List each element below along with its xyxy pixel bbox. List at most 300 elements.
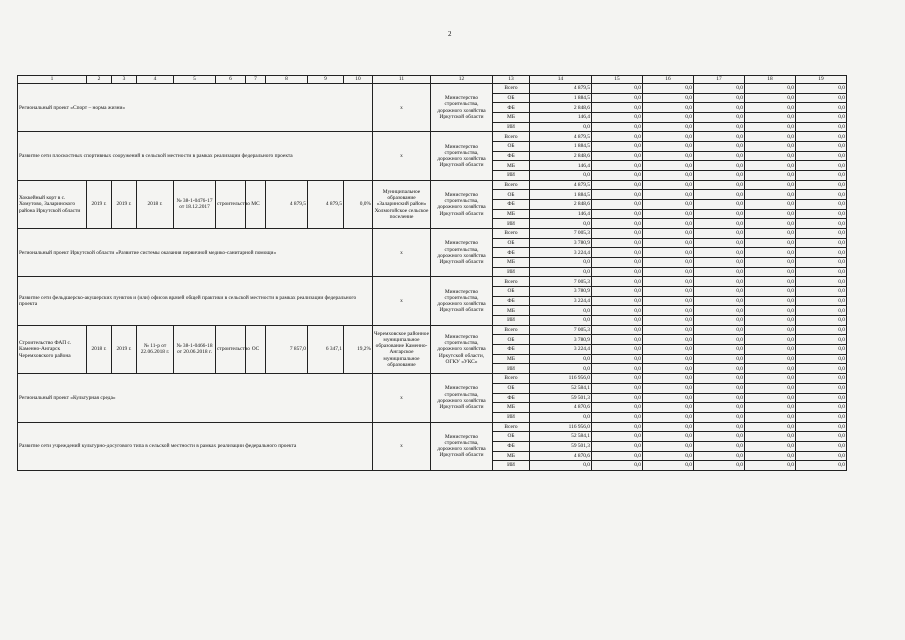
amount-cell: 0,0: [592, 122, 643, 132]
amount-cell: 0,0: [796, 180, 847, 190]
amount-cell: 0,0: [796, 287, 847, 297]
amount-cell: 0,0: [796, 277, 847, 287]
amount-cell: 0,0: [643, 287, 694, 297]
amount-cell: 2 848,6: [530, 151, 592, 161]
amount-cell: 146,4: [530, 161, 592, 171]
amount-cell: 0,0: [643, 209, 694, 219]
responsible-ministry: Министерство строительства, дорожного хозяйства Иркутской области: [431, 229, 493, 277]
amount-cell: 0,0: [745, 180, 796, 190]
funding-source: ОБ: [493, 383, 530, 393]
object-c7: ОС: [246, 325, 266, 373]
amount-cell: 0,0: [643, 451, 694, 461]
amount-cell: 0,0: [745, 258, 796, 268]
amount-cell: 0,0: [592, 335, 643, 345]
object-c5: № 38-1-0466-18 от 20.06.2018 г.: [174, 325, 216, 373]
amount-cell: 0,0: [745, 277, 796, 287]
funding-source: Всего: [493, 277, 530, 287]
amount-cell: 0,0: [694, 258, 745, 268]
amount-cell: 0,0: [745, 393, 796, 403]
amount-cell: 0,0: [796, 461, 847, 471]
amount-cell: 0,0: [643, 441, 694, 451]
funding-source: ОБ: [493, 142, 530, 152]
amount-cell: 0,0: [592, 306, 643, 316]
amount-cell: 0,0: [796, 354, 847, 364]
amount-cell: 0,0: [796, 142, 847, 152]
object-c9: 4 879,5: [308, 180, 344, 228]
amount-cell: 0,0: [592, 113, 643, 123]
amount-cell: 0,0: [592, 93, 643, 103]
amount-cell: 0,0: [592, 461, 643, 471]
x-mark: х: [373, 132, 431, 180]
column-number-16: 16: [643, 76, 694, 84]
column-number-14: 14: [530, 76, 592, 84]
object-name: Хоккейный корт в с. Хомутово, Заларинского района Иркутской области: [18, 180, 87, 228]
table-row: [18, 132, 847, 142]
amount-cell: 0,0: [643, 180, 694, 190]
amount-cell: 4 870,6: [530, 403, 592, 413]
amount-cell: 0,0: [796, 248, 847, 258]
amount-cell: 0,0: [592, 190, 643, 200]
amount-cell: 0,0: [592, 316, 643, 326]
amount-cell: 0,0: [745, 151, 796, 161]
amount-cell: 0,0: [592, 161, 643, 171]
amount-cell: 0,0: [745, 287, 796, 297]
table-row: [18, 180, 847, 190]
amount-cell: 0,0: [745, 296, 796, 306]
object-name: Строительство ФАП с. Каменно-Ангарск Черемховского района: [18, 325, 87, 373]
amount-cell: 4 879,5: [530, 84, 592, 94]
amount-cell: 52 584,1: [530, 432, 592, 442]
amount-cell: 0,0: [592, 132, 643, 142]
funding-source: МБ: [493, 209, 530, 219]
amount-cell: 0,0: [796, 374, 847, 384]
amount-cell: 0,0: [643, 393, 694, 403]
object-c3: 2019 г.: [112, 325, 137, 373]
amount-cell: 0,0: [796, 93, 847, 103]
amount-cell: 0,0: [592, 258, 643, 268]
amount-cell: 0,0: [694, 190, 745, 200]
amount-cell: 0,0: [643, 345, 694, 355]
amount-cell: 0,0: [745, 461, 796, 471]
amount-cell: 0,0: [643, 238, 694, 248]
amount-cell: 0,0: [694, 219, 745, 229]
amount-cell: 0,0: [643, 267, 694, 277]
funding-source: МБ: [493, 161, 530, 171]
amount-cell: 0,0: [643, 432, 694, 442]
amount-cell: 0,0: [643, 229, 694, 239]
object-c8: 4 879,5: [266, 180, 308, 228]
object-c9: 6 347,1: [308, 325, 344, 373]
amount-cell: 0,0: [694, 345, 745, 355]
amount-cell: 0,0: [796, 432, 847, 442]
amount-cell: 0,0: [592, 422, 643, 432]
funding-source: Всего: [493, 422, 530, 432]
object-c5: № 38-1-0476-17 от 18.12.2017: [174, 180, 216, 228]
column-number-12: 12: [431, 76, 493, 84]
amount-cell: 0,0: [745, 113, 796, 123]
amount-cell: 0,0: [694, 267, 745, 277]
funding-source: ОБ: [493, 238, 530, 248]
amount-cell: 0,0: [592, 151, 643, 161]
amount-cell: 3 224,4: [530, 296, 592, 306]
amount-cell: 0,0: [745, 209, 796, 219]
object-municipality: Черемховское районное муниципальное образование Каменно-Ангарское муниципальное образование: [373, 325, 431, 373]
amount-cell: 0,0: [530, 354, 592, 364]
funding-source: ИИ: [493, 364, 530, 374]
amount-cell: 0,0: [796, 84, 847, 94]
funding-source: МБ: [493, 451, 530, 461]
column-number-2: 2: [87, 76, 112, 84]
amount-cell: 3 780,9: [530, 335, 592, 345]
funding-source: Всего: [493, 229, 530, 239]
program-title: Региональный проект «Культурная среда»: [18, 374, 373, 422]
program-title: Развитие сети учреждений культурно-досугового типа в сельской местности в рамках реализации федерального проекта: [18, 422, 373, 470]
amount-cell: 0,0: [643, 412, 694, 422]
amount-cell: 0,0: [745, 84, 796, 94]
column-number-9: 9: [308, 76, 344, 84]
amount-cell: 116 956,0: [530, 422, 592, 432]
funding-source: ФБ: [493, 103, 530, 113]
amount-cell: 0,0: [643, 200, 694, 210]
amount-cell: 0,0: [796, 229, 847, 239]
amount-cell: 0,0: [694, 122, 745, 132]
column-number-4: 4: [137, 76, 174, 84]
amount-cell: 0,0: [643, 132, 694, 142]
amount-cell: 3 780,9: [530, 238, 592, 248]
funding-source: МБ: [493, 403, 530, 413]
object-c4: 2018 г.: [137, 180, 174, 228]
column-number-13: 13: [493, 76, 530, 84]
amount-cell: 0,0: [643, 461, 694, 471]
amount-cell: 0,0: [694, 316, 745, 326]
amount-cell: 0,0: [592, 325, 643, 335]
amount-cell: 2 848,6: [530, 200, 592, 210]
column-number-3: 3: [112, 76, 137, 84]
table-row: [18, 422, 847, 432]
funding-source: МБ: [493, 113, 530, 123]
funding-source: Всего: [493, 180, 530, 190]
object-c10: 19,2%: [344, 325, 373, 373]
column-number-1: 1: [18, 76, 87, 84]
responsible-ministry: Министерство строительства, дорожного хозяйства Иркутской области: [431, 180, 493, 228]
amount-cell: 0,0: [694, 412, 745, 422]
amount-cell: 0,0: [694, 393, 745, 403]
amount-cell: 0,0: [530, 412, 592, 422]
amount-cell: 0,0: [745, 422, 796, 432]
column-number-19: 19: [796, 76, 847, 84]
amount-cell: 0,0: [694, 103, 745, 113]
amount-cell: 0,0: [592, 142, 643, 152]
amount-cell: 146,4: [530, 113, 592, 123]
funding-source: ИИ: [493, 267, 530, 277]
amount-cell: 0,0: [592, 103, 643, 113]
amount-cell: 0,0: [745, 432, 796, 442]
amount-cell: 0,0: [694, 383, 745, 393]
amount-cell: 0,0: [592, 287, 643, 297]
object-c2: 2019 г.: [87, 180, 112, 228]
amount-cell: 52 584,1: [530, 383, 592, 393]
amount-cell: 0,0: [745, 200, 796, 210]
amount-cell: 0,0: [745, 316, 796, 326]
column-number-6: 6: [216, 76, 246, 84]
responsible-ministry: Министерство строительства, дорожного хозяйства Иркутской области: [431, 277, 493, 325]
amount-cell: 0,0: [796, 219, 847, 229]
amount-cell: 0,0: [796, 267, 847, 277]
amount-cell: 0,0: [745, 451, 796, 461]
column-number-7: 7: [246, 76, 266, 84]
responsible-ministry: Министерство строительства, дорожного хозяйства Иркутской области: [431, 84, 493, 132]
amount-cell: 0,0: [796, 451, 847, 461]
column-number-17: 17: [694, 76, 745, 84]
amount-cell: 0,0: [530, 364, 592, 374]
funding-source: Всего: [493, 374, 530, 384]
amount-cell: 0,0: [745, 248, 796, 258]
object-c7: МС: [246, 180, 266, 228]
amount-cell: 0,0: [796, 209, 847, 219]
amount-cell: 4 879,5: [530, 132, 592, 142]
amount-cell: 0,0: [796, 441, 847, 451]
column-number-8: 8: [266, 76, 308, 84]
amount-cell: 0,0: [796, 364, 847, 374]
funding-source: МБ: [493, 354, 530, 364]
amount-cell: 0,0: [592, 451, 643, 461]
amount-cell: 0,0: [592, 393, 643, 403]
amount-cell: 0,0: [745, 238, 796, 248]
amount-cell: 0,0: [530, 316, 592, 326]
funding-source: ФБ: [493, 248, 530, 258]
responsible-ministry: Министерство строительства, дорожного хозяйства Иркутской области: [431, 132, 493, 180]
amount-cell: 0,0: [745, 335, 796, 345]
amount-cell: 0,0: [592, 200, 643, 210]
object-c3: 2019 г.: [112, 180, 137, 228]
amount-cell: 0,0: [745, 190, 796, 200]
amount-cell: 0,0: [592, 248, 643, 258]
object-c2: 2018 г.: [87, 325, 112, 373]
amount-cell: 0,0: [592, 345, 643, 355]
amount-cell: 0,0: [745, 93, 796, 103]
funding-source: ФБ: [493, 151, 530, 161]
amount-cell: 0,0: [530, 171, 592, 181]
amount-cell: 0,0: [745, 229, 796, 239]
amount-cell: 0,0: [745, 142, 796, 152]
table-row: [18, 374, 847, 384]
x-mark: х: [373, 422, 431, 470]
amount-cell: 0,0: [694, 422, 745, 432]
amount-cell: 0,0: [643, 258, 694, 268]
amount-cell: 0,0: [694, 374, 745, 384]
amount-cell: 0,0: [694, 296, 745, 306]
amount-cell: 0,0: [796, 403, 847, 413]
column-number-10: 10: [344, 76, 373, 84]
object-c6: строительство: [216, 180, 246, 228]
amount-cell: 0,0: [796, 296, 847, 306]
column-number-15: 15: [592, 76, 643, 84]
amount-cell: 0,0: [694, 364, 745, 374]
amount-cell: 0,0: [643, 422, 694, 432]
amount-cell: 0,0: [796, 122, 847, 132]
amount-cell: 0,0: [694, 238, 745, 248]
x-mark: х: [373, 229, 431, 277]
amount-cell: 0,0: [745, 219, 796, 229]
amount-cell: 0,0: [745, 306, 796, 316]
amount-cell: 0,0: [796, 422, 847, 432]
amount-cell: 0,0: [694, 306, 745, 316]
amount-cell: 3 780,9: [530, 287, 592, 297]
amount-cell: 0,0: [643, 383, 694, 393]
amount-cell: 0,0: [643, 364, 694, 374]
amount-cell: 0,0: [592, 209, 643, 219]
amount-cell: 0,0: [592, 267, 643, 277]
object-c10: 0,0%: [344, 180, 373, 228]
amount-cell: 3 224,4: [530, 345, 592, 355]
amount-cell: 0,0: [694, 441, 745, 451]
amount-cell: 0,0: [592, 374, 643, 384]
amount-cell: 0,0: [643, 219, 694, 229]
amount-cell: 0,0: [643, 93, 694, 103]
amount-cell: 0,0: [592, 171, 643, 181]
amount-cell: 0,0: [694, 93, 745, 103]
amount-cell: 0,0: [694, 229, 745, 239]
amount-cell: 0,0: [643, 306, 694, 316]
amount-cell: 0,0: [745, 364, 796, 374]
amount-cell: 59 501,3: [530, 441, 592, 451]
funding-source: ФБ: [493, 296, 530, 306]
program-title: Региональный проект Иркутской области «Развитие системы оказания первичной медико-санитарной помощи»: [18, 229, 373, 277]
amount-cell: 0,0: [643, 122, 694, 132]
amount-cell: 0,0: [530, 306, 592, 316]
table-row: [18, 277, 847, 287]
amount-cell: 7 005,3: [530, 277, 592, 287]
amount-cell: 0,0: [592, 364, 643, 374]
amount-cell: 0,0: [694, 432, 745, 442]
amount-cell: 2 848,6: [530, 103, 592, 113]
table-row: [18, 229, 847, 239]
amount-cell: 7 005,3: [530, 229, 592, 239]
amount-cell: 0,0: [643, 325, 694, 335]
amount-cell: 0,0: [592, 432, 643, 442]
amount-cell: 3 224,4: [530, 248, 592, 258]
table-row: [18, 325, 847, 335]
funding-source: ФБ: [493, 200, 530, 210]
amount-cell: 0,0: [694, 325, 745, 335]
amount-cell: 4 870,6: [530, 451, 592, 461]
table-row: [18, 84, 847, 94]
amount-cell: 1 884,5: [530, 93, 592, 103]
amount-cell: 0,0: [643, 403, 694, 413]
amount-cell: 0,0: [643, 84, 694, 94]
amount-cell: 0,0: [745, 412, 796, 422]
amount-cell: 0,0: [694, 277, 745, 287]
column-number-18: 18: [745, 76, 796, 84]
funding-source: ИИ: [493, 171, 530, 181]
amount-cell: 0,0: [745, 345, 796, 355]
amount-cell: 1 884,5: [530, 142, 592, 152]
funding-source: ОБ: [493, 432, 530, 442]
amount-cell: 0,0: [643, 296, 694, 306]
amount-cell: 0,0: [796, 113, 847, 123]
amount-cell: 0,0: [796, 393, 847, 403]
amount-cell: 0,0: [643, 277, 694, 287]
funding-source: МБ: [493, 306, 530, 316]
amount-cell: 0,0: [745, 354, 796, 364]
amount-cell: 0,0: [643, 335, 694, 345]
amount-cell: 0,0: [796, 383, 847, 393]
amount-cell: 0,0: [643, 142, 694, 152]
amount-cell: 0,0: [694, 132, 745, 142]
amount-cell: 0,0: [694, 403, 745, 413]
amount-cell: 0,0: [796, 190, 847, 200]
amount-cell: 0,0: [694, 248, 745, 258]
amount-cell: 0,0: [643, 151, 694, 161]
responsible-ministry: Министерство строительства, дорожного хозяйства Иркутской области: [431, 374, 493, 422]
amount-cell: 0,0: [796, 238, 847, 248]
amount-cell: 0,0: [694, 209, 745, 219]
amount-cell: 0,0: [796, 345, 847, 355]
amount-cell: 0,0: [694, 151, 745, 161]
amount-cell: 0,0: [694, 461, 745, 471]
amount-cell: 0,0: [643, 171, 694, 181]
amount-cell: 0,0: [643, 161, 694, 171]
amount-cell: 0,0: [694, 200, 745, 210]
funding-source: Всего: [493, 84, 530, 94]
amount-cell: 0,0: [643, 113, 694, 123]
investment-program-table: [17, 75, 847, 471]
program-title: Развитие сети плоскостных спортивных сооружений в сельской местности в рамках реализации федерального проекта: [18, 132, 373, 180]
amount-cell: 0,0: [592, 441, 643, 451]
amount-cell: 0,0: [796, 306, 847, 316]
funding-source: ОБ: [493, 335, 530, 345]
amount-cell: 0,0: [745, 383, 796, 393]
amount-cell: 0,0: [694, 84, 745, 94]
amount-cell: 0,0: [592, 84, 643, 94]
funding-source: ИИ: [493, 122, 530, 132]
column-number-row: [18, 76, 847, 84]
funding-source: ФБ: [493, 393, 530, 403]
amount-cell: 0,0: [796, 325, 847, 335]
amount-cell: 0,0: [530, 219, 592, 229]
amount-cell: 0,0: [643, 248, 694, 258]
amount-cell: 0,0: [592, 354, 643, 364]
funding-source: ФБ: [493, 345, 530, 355]
amount-cell: 0,0: [745, 441, 796, 451]
amount-cell: 0,0: [530, 122, 592, 132]
object-c8: 7 857,0: [266, 325, 308, 373]
amount-cell: 0,0: [530, 461, 592, 471]
amount-cell: 116 956,0: [530, 374, 592, 384]
funding-source: ОБ: [493, 190, 530, 200]
funding-source: ИИ: [493, 412, 530, 422]
amount-cell: 0,0: [694, 142, 745, 152]
amount-cell: 0,0: [796, 316, 847, 326]
amount-cell: 0,0: [592, 219, 643, 229]
amount-cell: 0,0: [694, 451, 745, 461]
amount-cell: 0,0: [592, 383, 643, 393]
funding-source: ИИ: [493, 461, 530, 471]
amount-cell: 0,0: [745, 103, 796, 113]
amount-cell: 0,0: [796, 161, 847, 171]
amount-cell: 0,0: [745, 171, 796, 181]
funding-source: ИИ: [493, 316, 530, 326]
funding-source: ИИ: [493, 219, 530, 229]
amount-cell: 0,0: [796, 103, 847, 113]
amount-cell: 0,0: [643, 354, 694, 364]
object-municipality: Муниципальное образование «Заларинский район» Холмогойское сельское поселение: [373, 180, 431, 228]
amount-cell: 0,0: [745, 267, 796, 277]
amount-cell: 0,0: [694, 113, 745, 123]
amount-cell: 0,0: [796, 258, 847, 268]
amount-cell: 0,0: [745, 325, 796, 335]
amount-cell: 0,0: [796, 412, 847, 422]
